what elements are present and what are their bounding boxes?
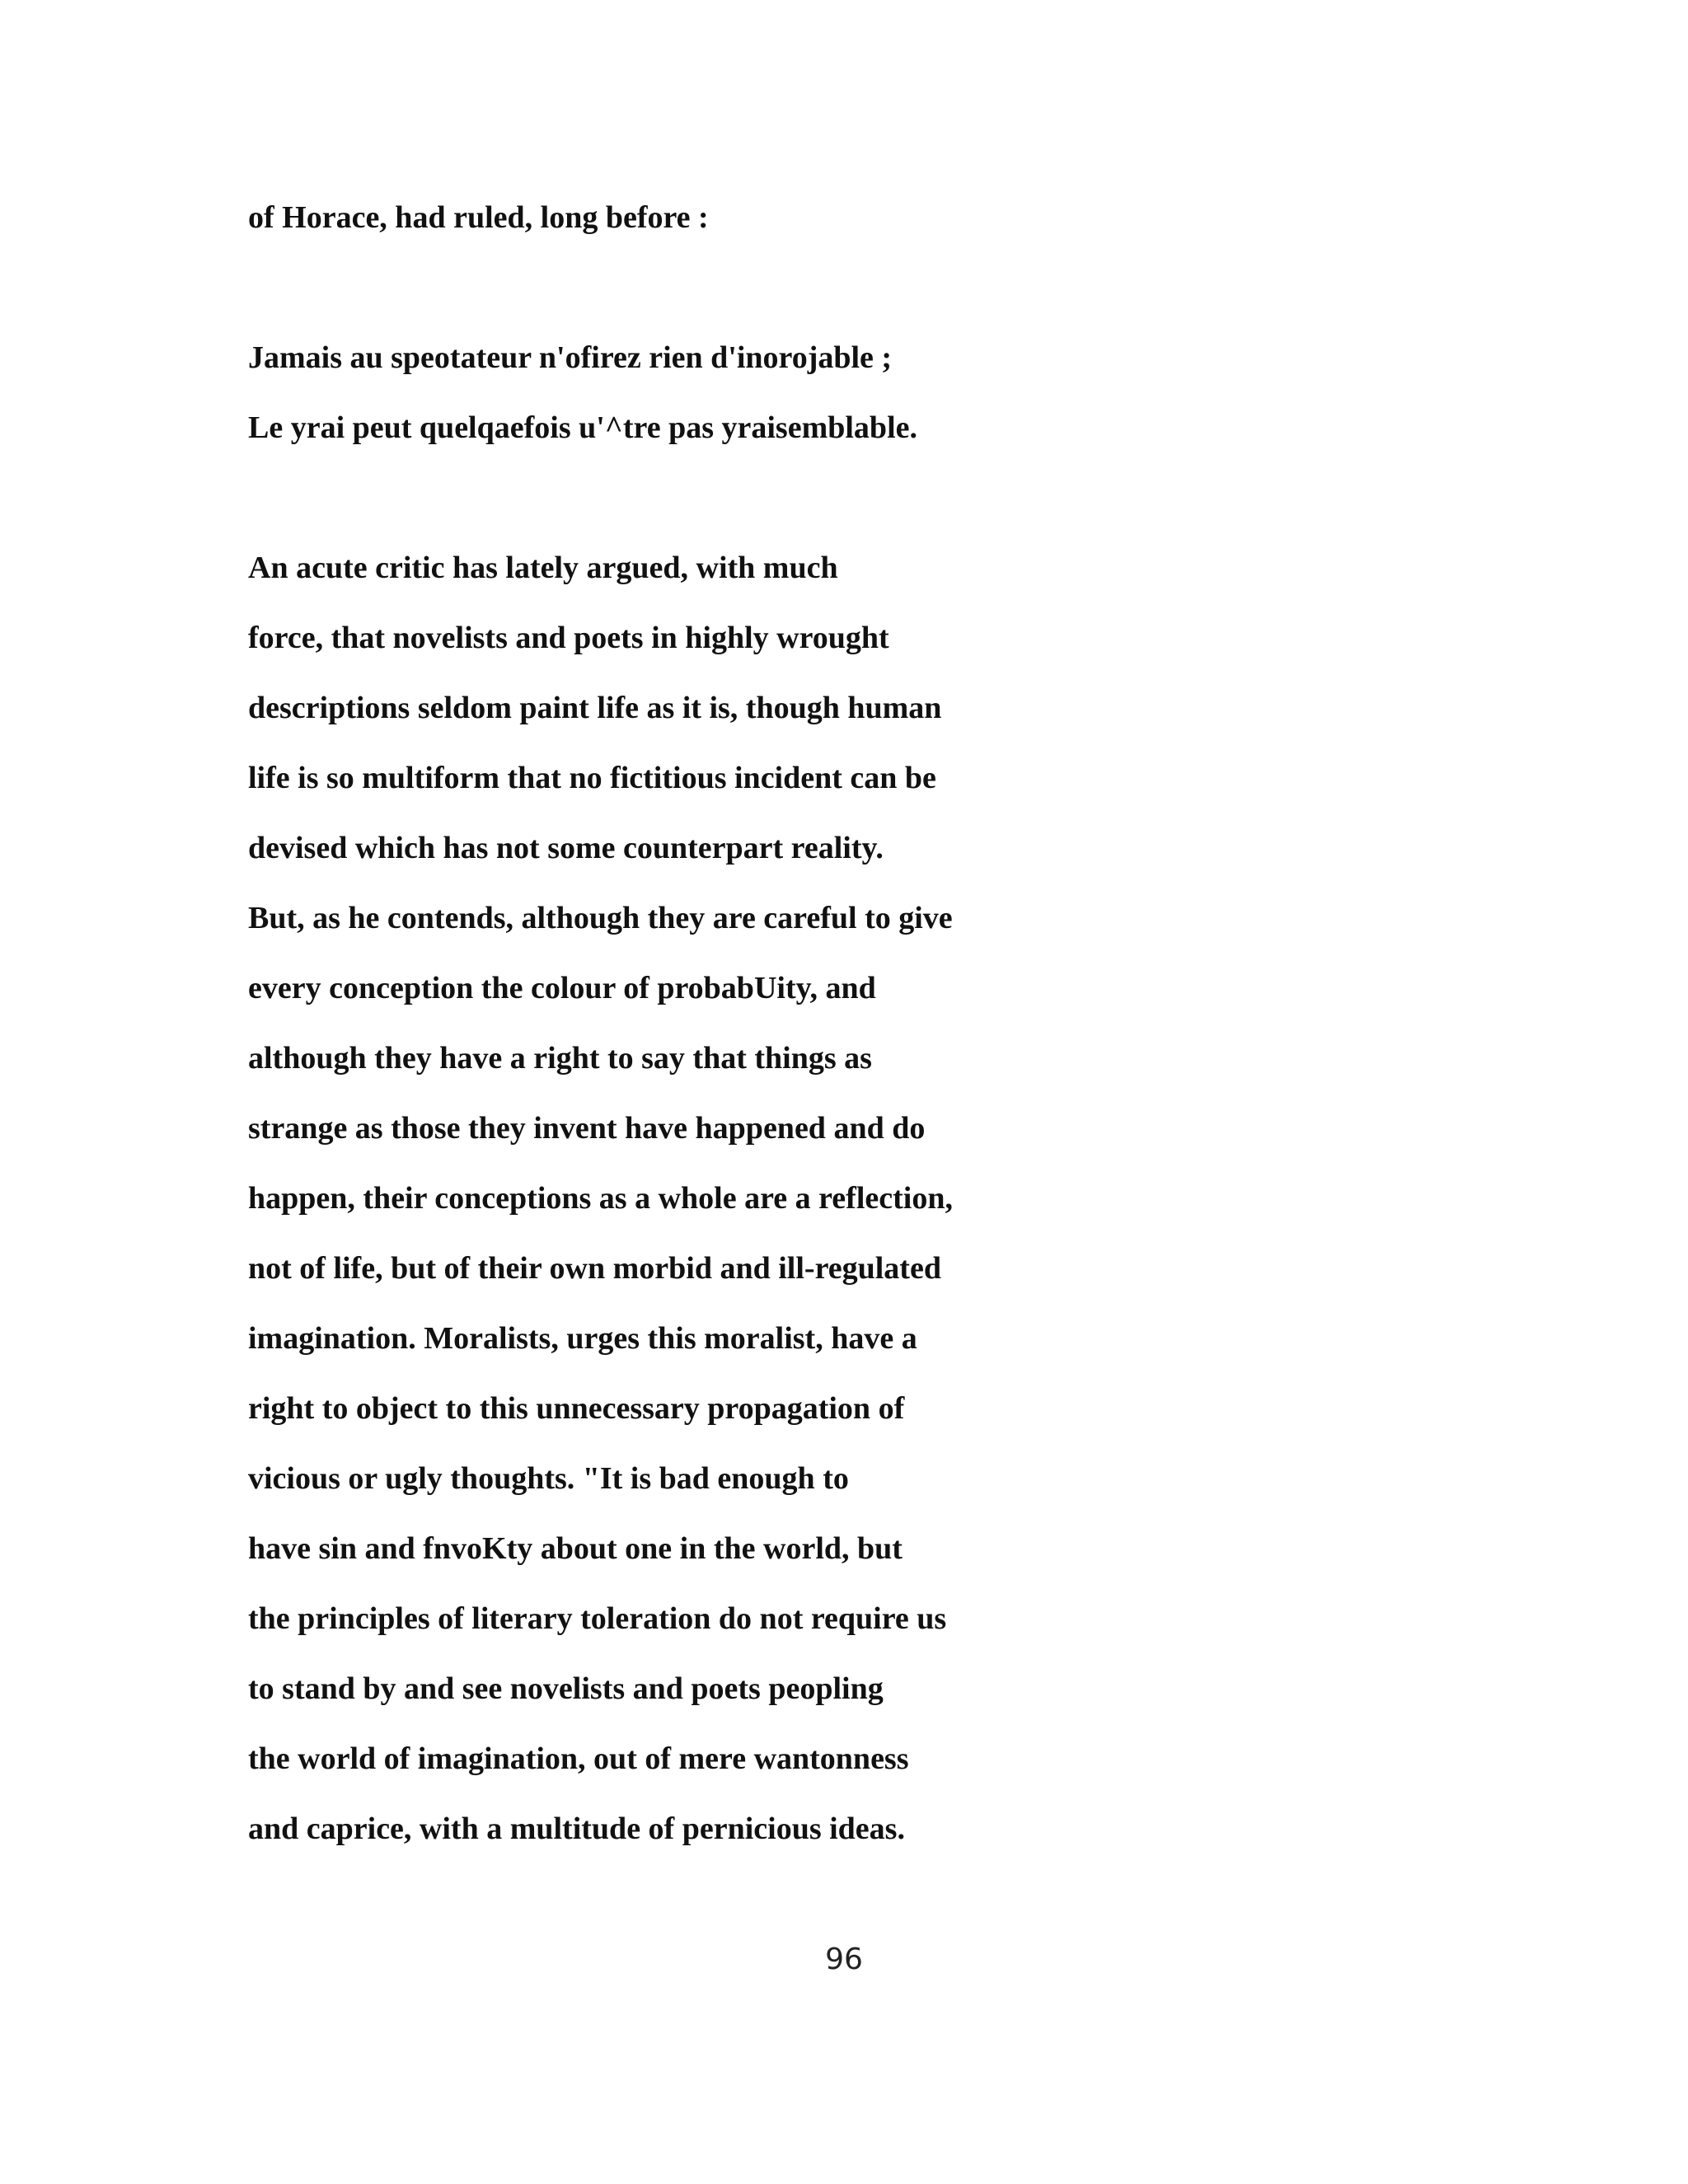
paragraph-line: to stand by and see novelists and poets peopling (248, 1671, 884, 1706)
verse-line: Jamais au speotateur n'ofirez rien d'inorojable ; (248, 340, 893, 375)
paragraph-line: life is so multiform that no fictitious incident can be (248, 761, 936, 795)
paragraph-line: have sin and fnvoKty about one in the world, but (248, 1531, 903, 1566)
paragraph-line: imagination. Moralists, urges this moralist, have a (248, 1321, 917, 1356)
page-number: 96 (825, 1943, 863, 1976)
paragraph-line: strange as those they invent have happened and do (248, 1111, 926, 1146)
opening-line: of Horace, had ruled, long before : (248, 200, 709, 235)
paragraph-line: although they have a right to say that things as (248, 1041, 872, 1076)
paragraph-line: the world of imagination, out of mere wantonness (248, 1741, 909, 1776)
paragraph-line: descriptions seldom paint life as it is, though human (248, 691, 942, 725)
verse-line: Le yrai peut quelqaefois u'^tre pas yraisemblable. (248, 410, 917, 445)
paragraph-line: An acute critic has lately argued, with much (248, 551, 838, 585)
paragraph-line: happen, their conceptions as a whole are a reflection, (248, 1181, 953, 1216)
paragraph-line: force, that novelists and poets in highly wrought (248, 621, 889, 655)
paragraph-line: every conception the colour of probabUity, and (248, 971, 876, 1005)
paragraph-line: not of life, but of their own morbid and ill-regulated (248, 1251, 941, 1286)
paragraph-line: and caprice, with a multitude of pernicious ideas. (248, 1811, 905, 1846)
paragraph-line: devised which has not some counterpart reality. (248, 831, 884, 865)
paragraph-line: But, as he contends, although they are careful to give (248, 901, 953, 935)
paragraph-line: the principles of literary toleration do not require us (248, 1601, 947, 1636)
paragraph-line: right to object to this unnecessary propagation of (248, 1391, 905, 1426)
paragraph-line: vicious or ugly thoughts. "It is bad enough to (248, 1461, 849, 1496)
